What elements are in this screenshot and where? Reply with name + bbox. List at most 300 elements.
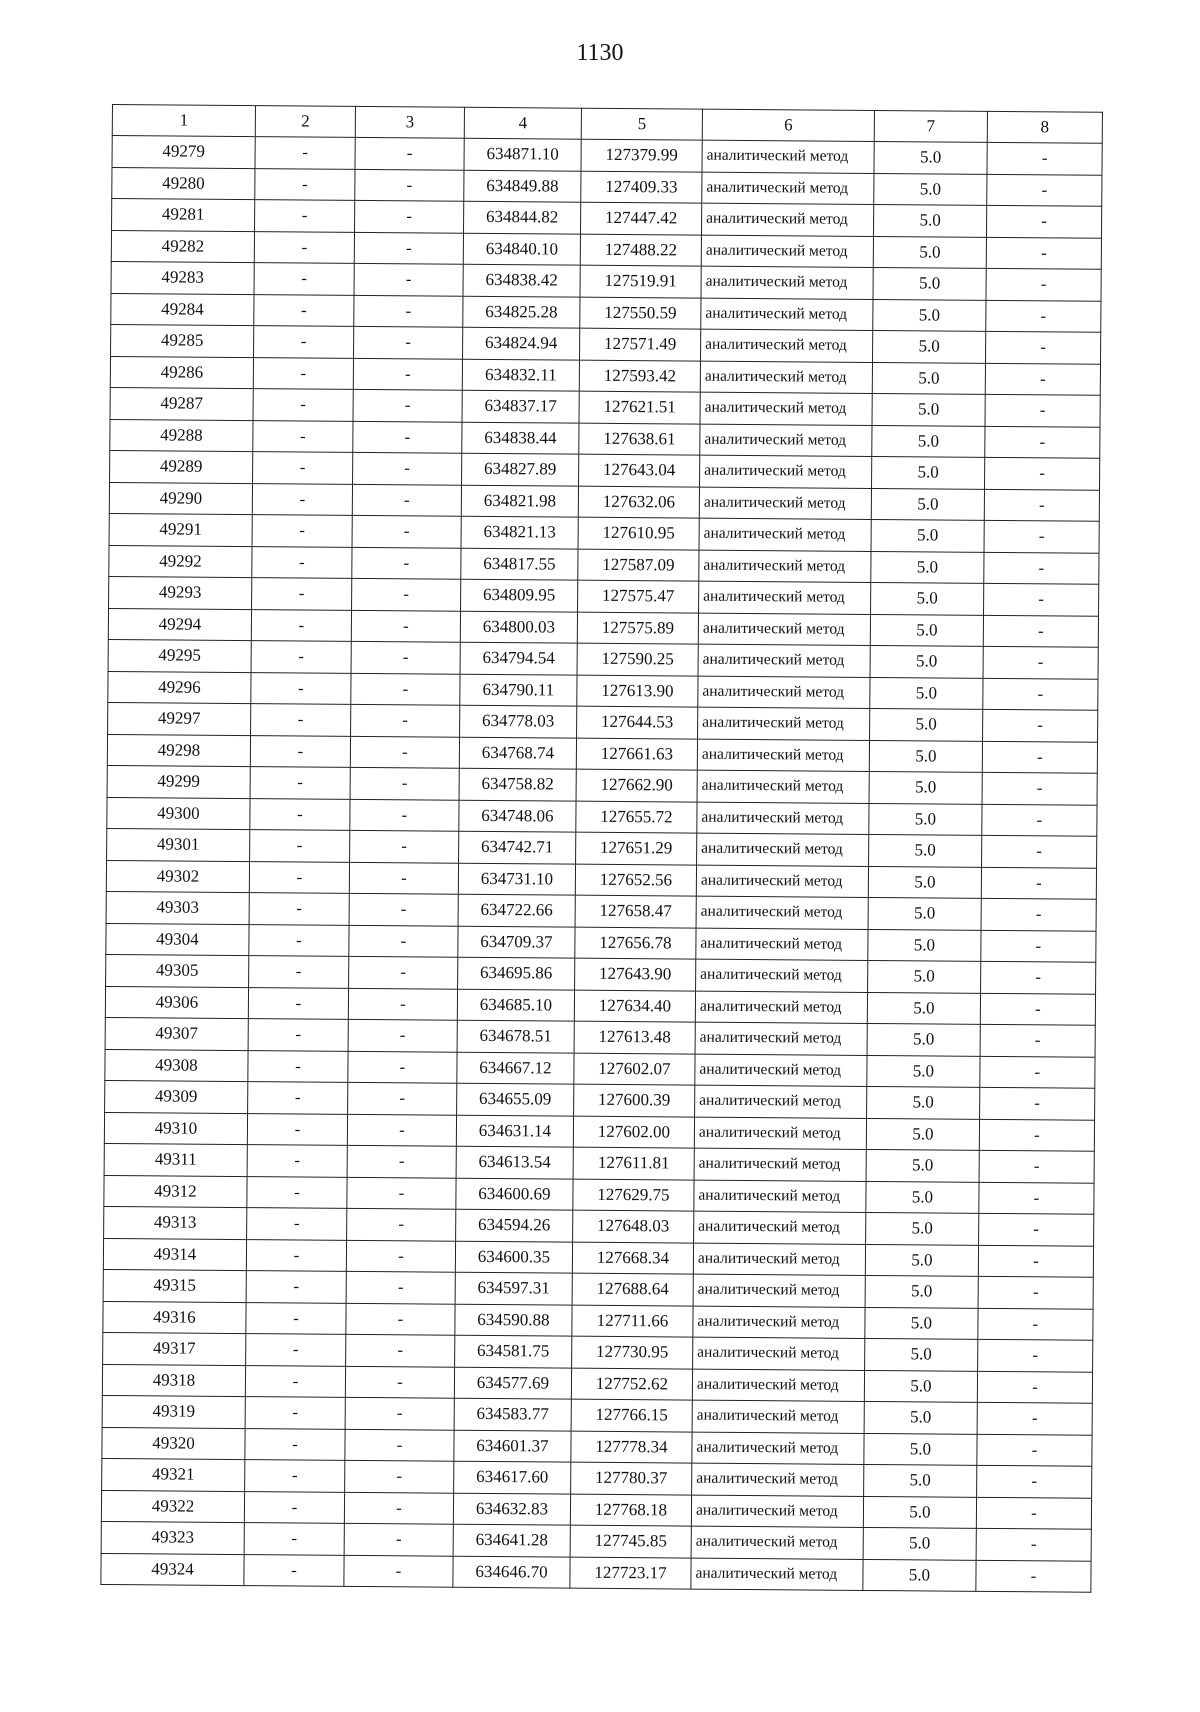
method-cell: аналитический метод [693,1306,865,1339]
accuracy-cell: 5.0 [867,1055,980,1087]
x-coordinate-cell: 634840.10 [463,233,580,265]
col3-cell: - [351,704,460,736]
point-number-cell: 49292 [109,545,252,578]
x-coordinate-cell: 634613.54 [456,1146,573,1178]
y-coordinate-cell: 127447.42 [580,202,701,234]
col8-cell: - [981,961,1096,993]
accuracy-cell: 5.0 [871,488,984,520]
column-header-4: 4 [464,107,581,139]
col8-cell: - [981,867,1096,899]
x-coordinate-cell: 634594.26 [456,1209,573,1241]
col2-cell: - [252,546,352,578]
accuracy-cell: 5.0 [869,834,982,866]
col3-cell: - [346,1334,455,1366]
y-coordinate-cell: 127768.18 [570,1494,691,1526]
col8-cell: - [985,426,1100,458]
method-cell: аналитический метод [698,707,870,740]
col2-cell: - [253,389,353,421]
col3-cell: - [348,1019,457,1051]
point-number-cell: 49315 [103,1269,246,1302]
x-coordinate-cell: 634601.37 [454,1430,571,1462]
accuracy-cell: 5.0 [868,960,981,992]
col8-cell: - [980,993,1095,1025]
col8-cell: - [976,1560,1091,1592]
column-header-7: 7 [874,110,987,142]
col2-cell: - [249,956,349,988]
method-cell: аналитический метод [694,1180,866,1213]
col8-cell: - [976,1528,1091,1560]
table-row [101,1553,1091,1592]
x-coordinate-cell: 634655.09 [457,1083,574,1115]
accuracy-cell: 5.0 [871,582,984,614]
col2-cell: - [244,1491,344,1523]
method-cell: аналитический метод [692,1369,864,1402]
x-coordinate-cell: 634790.11 [460,674,577,706]
x-coordinate-cell: 634821.13 [461,516,578,548]
point-number-cell: 49310 [104,1112,247,1145]
y-coordinate-cell: 127648.03 [573,1210,694,1242]
accuracy-cell: 5.0 [866,1181,979,1213]
y-coordinate-cell: 127621.51 [579,391,700,423]
point-number-cell: 49281 [112,199,255,232]
col2-cell: - [251,641,351,673]
y-coordinate-cell: 127379.99 [581,139,702,171]
y-coordinate-cell: 127780.37 [571,1462,692,1494]
col8-cell: - [978,1308,1093,1340]
accuracy-cell: 5.0 [872,456,985,488]
point-number-cell: 49313 [104,1206,247,1239]
point-number-cell: 49283 [111,261,254,294]
method-cell: аналитический метод [700,361,872,394]
col2-cell: - [250,735,350,767]
col2-cell: - [249,893,349,925]
point-number-cell: 49297 [108,702,251,735]
y-coordinate-cell: 127613.90 [577,675,698,707]
col8-cell: - [985,457,1100,489]
col2-cell: - [252,578,352,610]
col8-cell: - [982,835,1097,867]
x-coordinate-cell: 634709.37 [458,926,575,958]
point-number-cell: 49319 [102,1395,245,1428]
x-coordinate-cell: 634837.17 [462,390,579,422]
col2-cell: - [244,1523,344,1555]
method-cell: аналитический метод [700,392,872,425]
point-number-cell: 49312 [104,1175,247,1208]
y-coordinate-cell: 127723.17 [570,1557,691,1589]
method-cell: аналитический метод [701,298,873,331]
accuracy-cell: 5.0 [863,1527,976,1559]
point-number-cell: 49293 [109,576,252,609]
method-cell: аналитический метод [693,1337,865,1370]
y-coordinate-cell: 127602.00 [573,1116,694,1148]
col8-cell: - [979,1182,1094,1214]
col3-cell: - [354,263,463,295]
x-coordinate-cell: 634748.06 [459,800,576,832]
method-cell: аналитический метод [695,1085,867,1118]
col2-cell: - [245,1460,345,1492]
y-coordinate-cell: 127610.95 [578,517,699,549]
col3-cell: - [350,830,459,862]
y-coordinate-cell: 127644.53 [577,706,698,738]
method-cell: аналитический метод [693,1243,865,1276]
col3-cell: - [344,1523,453,1555]
x-coordinate-cell: 634722.66 [458,894,575,926]
y-coordinate-cell: 127550.59 [580,297,701,329]
accuracy-cell: 5.0 [874,141,987,173]
accuracy-cell: 5.0 [867,1086,980,1118]
col8-cell: - [987,142,1102,174]
y-coordinate-cell: 127571.49 [580,328,701,360]
point-number-cell: 49288 [110,419,253,452]
col3-cell: - [347,1177,456,1209]
accuracy-cell: 5.0 [866,1149,979,1181]
col2-cell: - [253,452,353,484]
col8-cell: - [983,678,1098,710]
point-number-cell: 49321 [102,1458,245,1491]
y-coordinate-cell: 127651.29 [576,832,697,864]
col8-cell: - [977,1371,1092,1403]
point-number-cell: 49279 [112,136,255,169]
col3-cell: - [351,610,460,642]
col2-cell: - [252,515,352,547]
point-number-cell: 49298 [107,734,250,767]
point-number-cell: 49307 [105,1017,248,1050]
col3-cell: - [353,358,462,390]
y-coordinate-cell: 127613.48 [574,1021,695,1053]
col3-cell: - [352,484,461,516]
col2-cell: - [252,483,352,515]
point-number-cell: 49306 [105,986,248,1019]
method-cell: аналитический метод [692,1463,864,1496]
y-coordinate-cell: 127661.63 [576,738,697,770]
method-cell: аналитический метод [701,203,873,236]
method-cell: аналитический метод [695,1054,867,1087]
col2-cell: - [248,1050,348,1082]
accuracy-cell: 5.0 [865,1338,978,1370]
col3-cell: - [352,578,461,610]
col8-cell: - [985,363,1100,395]
col2-cell: - [255,168,355,200]
column-header-8: 8 [987,111,1102,143]
y-coordinate-cell: 127602.07 [574,1053,695,1085]
y-coordinate-cell: 127652.56 [575,864,696,896]
col3-cell: - [346,1271,455,1303]
col3-cell: - [350,736,459,768]
method-cell: аналитический метод [701,266,873,299]
point-number-cell: 49287 [110,387,253,420]
col3-cell: - [352,547,461,579]
method-cell: аналитический метод [694,1117,866,1150]
x-coordinate-cell: 634631.14 [456,1115,573,1147]
y-coordinate-cell: 127634.40 [574,990,695,1022]
point-number-cell: 49300 [107,797,250,830]
x-coordinate-cell: 634809.95 [461,579,578,611]
col3-cell: - [352,515,461,547]
col3-cell: - [353,452,462,484]
col3-cell: - [350,767,459,799]
accuracy-cell: 5.0 [865,1275,978,1307]
col3-cell: - [347,1145,456,1177]
col8-cell: - [984,552,1099,584]
method-cell: аналитический метод [699,518,871,551]
col8-cell: - [982,804,1097,836]
x-coordinate-cell: 634758.82 [459,768,576,800]
col3-cell: - [346,1240,455,1272]
col8-cell: - [977,1402,1092,1434]
accuracy-cell: 5.0 [872,393,985,425]
method-cell: аналитический метод [697,739,869,772]
y-coordinate-cell: 127587.09 [578,549,699,581]
y-coordinate-cell: 127658.47 [575,895,696,927]
point-number-cell: 49324 [101,1553,244,1586]
point-number-cell: 49320 [102,1427,245,1460]
col2-cell: - [253,357,353,389]
column-header-1: 1 [112,105,255,137]
col3-cell: - [350,799,459,831]
col3-cell: - [344,1555,453,1587]
col8-cell: - [977,1465,1092,1497]
col2-cell: - [251,609,351,641]
accuracy-cell: 5.0 [873,236,986,268]
point-number-cell: 49280 [112,167,255,200]
col2-cell: - [245,1397,345,1429]
col3-cell: - [353,421,462,453]
col2-cell: - [245,1428,345,1460]
accuracy-cell: 5.0 [870,614,983,646]
y-coordinate-cell: 127730.95 [572,1336,693,1368]
method-cell: аналитический метод [701,235,873,268]
point-number-cell: 49286 [110,356,253,389]
col2-cell: - [249,924,349,956]
col3-cell: - [348,1051,457,1083]
method-cell: аналитический метод [698,676,870,709]
method-cell: аналитический метод [699,581,871,614]
y-coordinate-cell: 127632.06 [578,486,699,518]
col2-cell: - [246,1334,346,1366]
col3-cell: - [354,326,463,358]
col2-cell: - [247,1176,347,1208]
col8-cell: - [986,268,1101,300]
x-coordinate-cell: 634778.03 [460,705,577,737]
x-coordinate-cell: 634641.28 [453,1524,570,1556]
y-coordinate-cell: 127668.34 [572,1242,693,1274]
page-number: 1130 [576,40,624,66]
accuracy-cell: 5.0 [864,1370,977,1402]
point-number-cell: 49322 [101,1490,244,1523]
col2-cell: - [245,1365,345,1397]
x-coordinate-cell: 634600.35 [455,1241,572,1273]
col2-cell: - [248,1019,348,1051]
point-number-cell: 49314 [103,1238,246,1271]
method-cell: аналитический метод [696,959,868,992]
col8-cell: - [986,205,1101,237]
y-coordinate-cell: 127745.85 [570,1525,691,1557]
x-coordinate-cell: 634577.69 [454,1367,571,1399]
x-coordinate-cell: 634685.10 [457,989,574,1021]
accuracy-cell: 5.0 [872,362,985,394]
accuracy-cell: 5.0 [867,992,980,1024]
y-coordinate-cell: 127766.15 [571,1399,692,1431]
x-coordinate-cell: 634597.31 [455,1272,572,1304]
point-number-cell: 49304 [106,923,249,956]
col8-cell: - [978,1339,1093,1371]
col8-cell: - [979,1213,1094,1245]
accuracy-cell: 5.0 [865,1307,978,1339]
x-coordinate-cell: 634800.03 [460,611,577,643]
y-coordinate-cell: 127752.62 [571,1368,692,1400]
accuracy-cell: 5.0 [864,1464,977,1496]
accuracy-cell: 5.0 [869,803,982,835]
point-number-cell: 49303 [106,891,249,924]
col8-cell: - [981,898,1096,930]
col3-cell: - [353,389,462,421]
point-number-cell: 49323 [101,1521,244,1554]
accuracy-cell: 5.0 [871,519,984,551]
point-number-cell: 49289 [110,450,253,483]
col8-cell: - [982,772,1097,804]
accuracy-cell: 5.0 [874,173,987,205]
accuracy-cell: 5.0 [865,1244,978,1276]
col3-cell: - [345,1397,454,1429]
col3-cell: - [354,232,463,264]
col8-cell: - [987,174,1102,206]
accuracy-cell: 5.0 [866,1118,979,1150]
y-coordinate-cell: 127656.78 [575,927,696,959]
accuracy-cell: 5.0 [870,645,983,677]
accuracy-cell: 5.0 [866,1212,979,1244]
method-cell: аналитический метод [691,1495,863,1528]
col3-cell: - [355,200,464,232]
table-body [101,136,1102,1593]
y-coordinate-cell: 127688.64 [572,1273,693,1305]
x-coordinate-cell: 634617.60 [454,1461,571,1493]
method-cell: аналитический метод [700,455,872,488]
col8-cell: - [983,709,1098,741]
accuracy-cell: 5.0 [868,866,981,898]
x-coordinate-cell: 634794.54 [460,642,577,674]
method-cell: аналитический метод [695,1022,867,1055]
col8-cell: - [978,1276,1093,1308]
col3-cell: - [348,1082,457,1114]
point-number-cell: 49311 [104,1143,247,1176]
accuracy-cell: 5.0 [867,1023,980,1055]
point-number-cell: 49295 [108,639,251,672]
point-number-cell: 49318 [102,1364,245,1397]
accuracy-cell: 5.0 [870,708,983,740]
col8-cell: - [984,520,1099,552]
col3-cell: - [345,1460,454,1492]
column-header-2: 2 [255,106,355,138]
col3-cell: - [348,988,457,1020]
col2-cell: - [254,231,354,263]
y-coordinate-cell: 127778.34 [571,1431,692,1463]
accuracy-cell: 5.0 [870,677,983,709]
col3-cell: - [345,1366,454,1398]
y-coordinate-cell: 127638.61 [579,423,700,455]
point-number-cell: 49317 [103,1332,246,1365]
x-coordinate-cell: 634827.89 [462,453,579,485]
col2-cell: - [246,1239,346,1271]
point-number-cell: 49305 [106,954,249,987]
y-coordinate-cell: 127611.81 [573,1147,694,1179]
col3-cell: - [349,956,458,988]
col2-cell: - [254,263,354,295]
col8-cell: - [985,331,1100,363]
accuracy-cell: 5.0 [868,897,981,929]
col3-cell: - [355,137,464,169]
y-coordinate-cell: 127593.42 [579,360,700,392]
method-cell: аналитический метод [694,1148,866,1181]
method-cell: аналитический метод [697,770,869,803]
x-coordinate-cell: 634821.98 [461,485,578,517]
accuracy-cell: 5.0 [872,330,985,362]
accuracy-cell: 5.0 [873,267,986,299]
point-number-cell: 49302 [106,860,249,893]
point-number-cell: 49282 [111,230,254,263]
col2-cell: - [255,137,355,169]
col8-cell: - [983,646,1098,678]
y-coordinate-cell: 127662.90 [576,769,697,801]
col8-cell: - [984,583,1099,615]
col8-cell: - [977,1434,1092,1466]
col2-cell: - [247,1145,347,1177]
x-coordinate-cell: 634646.70 [453,1556,570,1588]
col2-cell: - [253,420,353,452]
point-number-cell: 49301 [107,828,250,861]
y-coordinate-cell: 127629.75 [573,1179,694,1211]
x-coordinate-cell: 634838.42 [463,264,580,296]
method-cell: аналитический метод [696,896,868,929]
accuracy-cell: 5.0 [873,204,986,236]
col2-cell: - [250,767,350,799]
method-cell: аналитический метод [702,172,874,205]
method-cell: аналитический метод [691,1526,863,1559]
col8-cell: - [984,489,1099,521]
method-cell: аналитический метод [695,991,867,1024]
point-number-cell: 49290 [109,482,252,515]
accuracy-cell: 5.0 [864,1401,977,1433]
y-coordinate-cell: 127600.39 [574,1084,695,1116]
y-coordinate-cell: 127575.89 [577,612,698,644]
col8-cell: - [976,1497,1091,1529]
point-number-cell: 49299 [107,765,250,798]
method-cell: аналитический метод [694,1211,866,1244]
col8-cell: - [980,1024,1095,1056]
col8-cell: - [983,615,1098,647]
col3-cell: - [349,925,458,957]
x-coordinate-cell: 634742.71 [459,831,576,863]
col8-cell: - [986,237,1101,269]
point-number-cell: 49308 [105,1049,248,1082]
accuracy-cell: 5.0 [873,299,986,331]
accuracy-cell: 5.0 [872,425,985,457]
point-number-cell: 49291 [109,513,252,546]
col2-cell: - [246,1271,346,1303]
col2-cell: - [249,861,349,893]
col8-cell: - [980,1056,1095,1088]
point-number-cell: 49316 [103,1301,246,1334]
x-coordinate-cell: 634581.75 [455,1335,572,1367]
method-cell: аналитический метод [692,1432,864,1465]
point-number-cell: 49294 [108,608,251,641]
x-coordinate-cell: 634678.51 [457,1020,574,1052]
method-cell: аналитический метод [702,140,874,173]
x-coordinate-cell: 634695.86 [458,957,575,989]
method-cell: аналитический метод [696,928,868,961]
method-cell: аналитический метод [692,1400,864,1433]
y-coordinate-cell: 127519.91 [580,265,701,297]
x-coordinate-cell: 634590.88 [455,1304,572,1336]
